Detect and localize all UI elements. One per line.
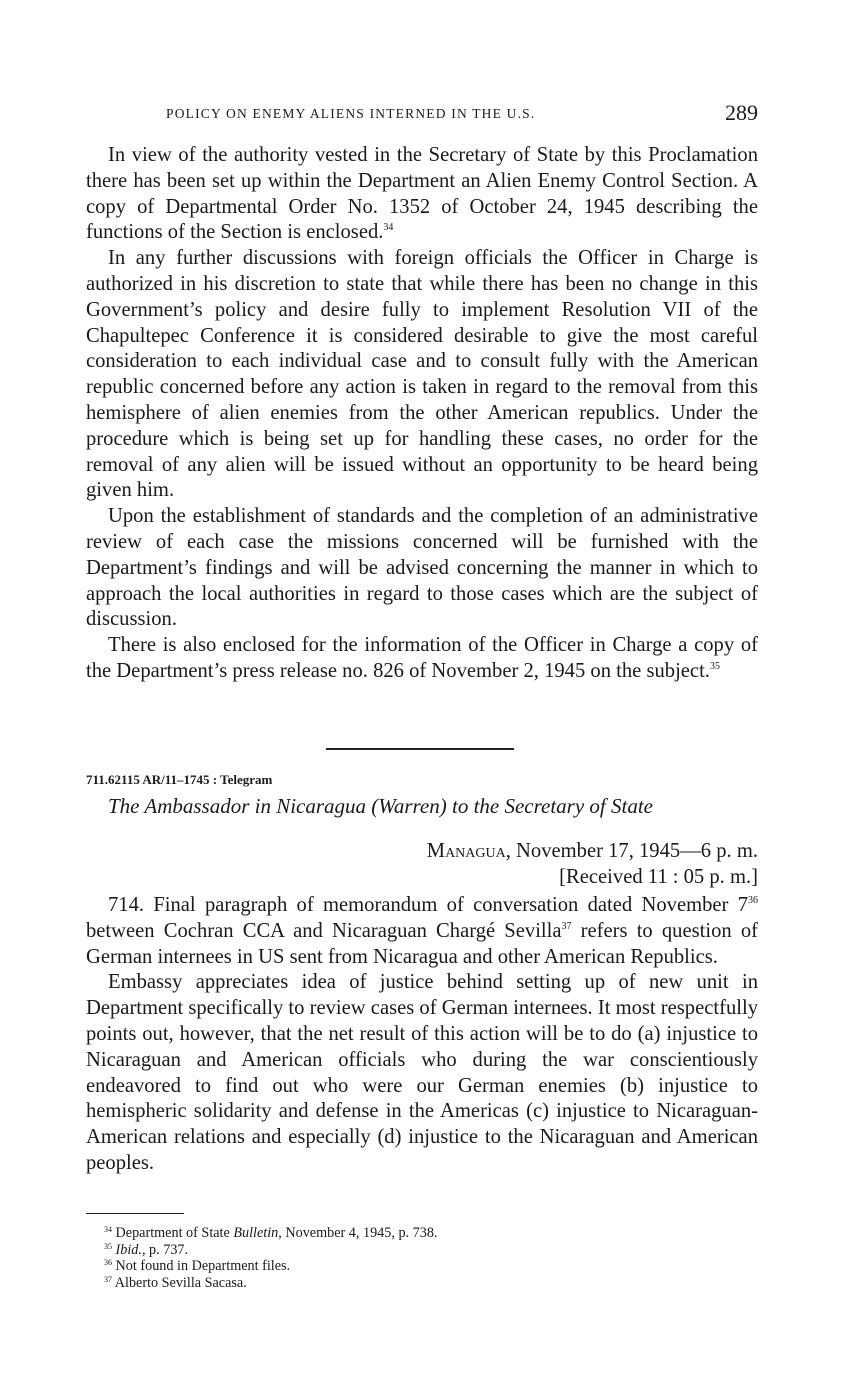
footnote-text: Not found in Department files.: [115, 1258, 291, 1274]
page-number: 289: [725, 100, 758, 125]
running-header: [86, 100, 758, 130]
footnote-text: Department of State: [115, 1225, 234, 1241]
paragraph: [86, 970, 758, 1176]
footnote-mark: 37: [104, 1274, 112, 1284]
paragraph-text: 714. Final paragraph of memorandum of conversation dated November 7: [108, 894, 748, 916]
section-divider: [326, 748, 514, 750]
telegram-body: [86, 893, 758, 1177]
footnote: [104, 1275, 437, 1292]
footnote-italic: Ibid.: [115, 1241, 142, 1258]
letter-body: [86, 143, 758, 685]
paragraph-text: Embassy appreciates idea of justice behind setting up of new unit in Department specifically to review cases of German internees. It most respectfully points out, however, that the net result of this action will be to do (a) injustice to Nicaraguan and American officials who during the war conscientiously endeavored to find out who were our German enemies (b) injustice to hemispheric solidarity and defense in the Americas (c) injustice to Nicaraguan-American relations and especially (d) injustice to the Nicaraguan and American peoples.: [86, 971, 758, 1174]
paragraph: [86, 143, 758, 246]
footnote-divider: [86, 1213, 184, 1214]
received-line: [Received 11 : 05 p. m.]: [559, 866, 758, 888]
running-title: POLICY ON ENEMY ALIENS INTERNED IN THE U.S.: [166, 106, 536, 121]
footnote-mark: 36: [104, 1258, 112, 1267]
paragraph-text: In view of the authority vested in the Secretary of State by this Proclamation there has been set up within the Department an Alien Enemy Control Section. A copy of Departmental Order No. 1352 of October 24, 1945 describing the functions of the Section is enclosed.: [86, 144, 758, 244]
date: November 17, 1945—6 p. m.: [516, 840, 758, 862]
footnote-ref: 34: [383, 222, 394, 234]
footnote-text: Alberto Sevilla Sacasa.: [114, 1274, 247, 1291]
paragraph: [86, 246, 758, 504]
footnotes: [104, 1225, 437, 1291]
footnote: [104, 1258, 437, 1275]
footnote-ref: 35: [709, 660, 720, 672]
paragraph-text: Upon the establishment of standards and the completion of an administrative review of each case the missions concerned will be furnished with the Department’s findings and will be advised concerning the manner in which to approach the local authorities in regard to those cases which are the subject of discussion.: [86, 505, 758, 631]
document-title: The Ambassador in Nicaragua (Warren) to the Secretary of State: [108, 794, 653, 818]
paragraph-text: refers to question of German internees in US sent from Nicaragua and other American Republics.: [86, 919, 758, 968]
footnote-mark: 34: [104, 1225, 112, 1234]
footnote-text: , November 4, 1945, p. 738.: [278, 1225, 438, 1241]
paragraph: [86, 504, 758, 633]
paragraph: [86, 633, 758, 685]
footnote-ref: 36: [748, 895, 758, 906]
footnote-mark: 35: [104, 1241, 112, 1251]
footnote: [104, 1242, 437, 1259]
paragraph: [86, 893, 758, 970]
footnote-text: , p. 737.: [141, 1241, 189, 1258]
document-reference: 711.62115 AR/11–1745 : Telegram: [86, 772, 273, 787]
date-line: [427, 838, 758, 864]
paragraph-text: In any further discussions with foreign officials the Officer in Charge is authorized in his discretion to state that while there has been no change in this Government’s policy and desire fully to implement Resolution VII of the Chapultepec Conference it is considered desirable to give the most careful consideration to each individual case and to consult fully with the American republic concerned before any action is taken in regard to the removal from this hemisphere of alien enemies from the other American republics. Under the procedure which is being set up for handling these cases, no order for the removal of any alien will be issued without an opportunity to be heard being given him.: [86, 247, 758, 502]
footnote-ref: 37: [561, 920, 572, 932]
dateline: [427, 838, 758, 890]
paragraph-text: between Cochran CCA and Nicaraguan Chargé Sevilla: [86, 919, 562, 942]
place: Managua,: [426, 840, 511, 862]
footnote-italic: Bulletin: [233, 1225, 279, 1241]
footnote: [104, 1225, 437, 1242]
paragraph-text: There is also enclosed for the information of the Officer in Charge a copy of the Department’s press release no. 826 of November 2, 1945 on the subject.: [86, 634, 758, 682]
